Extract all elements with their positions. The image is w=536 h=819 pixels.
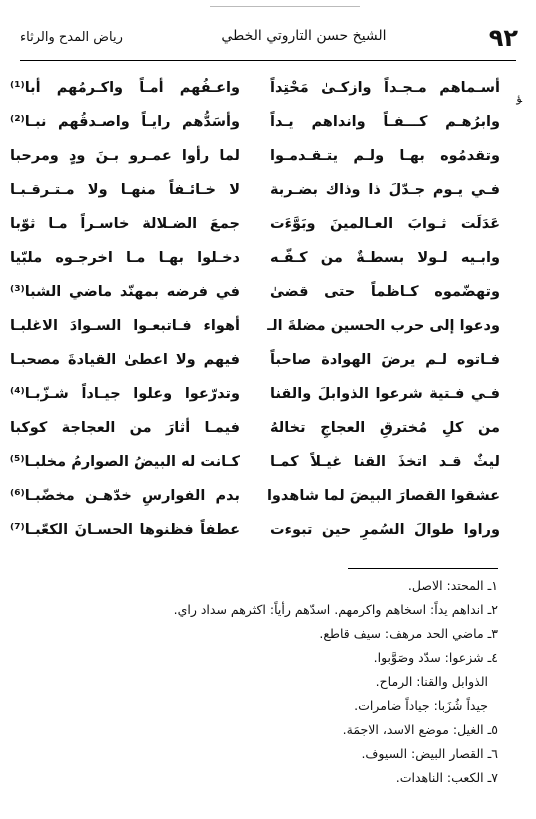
footnote-divider — [348, 568, 498, 569]
verse-row — [0, 352, 536, 386]
footnote: ٥ـ الغيل: موضع الاسد، الاجمَة. — [342, 722, 498, 737]
first-hemistich: وتقدمُوه بهـا ولـم يتـقـدمـوا — [270, 148, 500, 164]
second-hemistich: جمعَ الضـلالة خاسـراً مـا ثوّبا — [10, 216, 240, 232]
page-number: ٩٢ — [488, 24, 518, 52]
first-hemistich: ليثٌ قـد اتخذَ القنا غيـلاً كمـا — [270, 454, 500, 470]
header-divider — [20, 60, 516, 61]
verse-row — [0, 488, 536, 522]
second-hemistich: وأسَدُّهم رايـاً واصـدقُهم نبـا⁽²⁾ — [10, 114, 240, 130]
footnote: الذوابل والقنا: الرماح. — [375, 674, 488, 689]
second-hemistich: كـانت له البيضُ الصوارمُ مخلبـا⁽⁵⁾ — [9, 454, 240, 470]
first-hemistich: من كلِ مُخترقِ العجاجِ تخالهُ — [270, 420, 500, 436]
verse-row — [0, 318, 536, 352]
second-hemistich: لما رأوا عمـرو بـنَ ودٍ ومرحبا — [10, 148, 240, 164]
verse-row — [0, 182, 536, 216]
verse-row — [0, 454, 536, 488]
first-hemistich: وراوا طوالَ السُمرِ حين تبوءت — [270, 522, 500, 538]
second-hemistich: وتدرّعوا وعلوا جيـاداً شـزّبـا⁽⁴⁾ — [10, 386, 240, 402]
footnote: ٣ـ ماضي الحد مرهف: سيف قاطع. — [319, 626, 498, 641]
verse-row — [0, 148, 536, 182]
second-hemistich: بدم الفوارسِ خدّهـن مخضّبـا⁽⁶⁾ — [10, 488, 240, 504]
first-hemistich: فـاتوه لـم يرضَ الهوادة صاحباً — [270, 352, 500, 368]
verse-row — [0, 284, 536, 318]
first-hemistich: عشقوا القصارَ البيضَ لما شاهدوا — [266, 488, 500, 504]
footnote: جيداً شُزَبا: جياداً ضامرات. — [354, 698, 488, 713]
first-hemistich: أسـماهم مـجـداً وازكـىٰ مَحْتِداً — [270, 80, 500, 96]
first-hemistich: فـي يـوم جـدّلَ ذا وذاك بضـربة — [270, 182, 500, 198]
running-title: الشيخ حسن التاروتي الخطي — [221, 28, 387, 44]
second-hemistich: واعـفُهم أمـاً واكـرمُهم أبا⁽¹⁾ — [10, 80, 240, 96]
second-hemistich: لا خـائـفاً منهـا ولا مـتـرقـبـا — [10, 182, 240, 198]
verse-row — [0, 386, 536, 420]
second-hemistich: أهواء فـاتبعـوا السـوادَ الاغلبـا — [10, 318, 240, 334]
second-hemistich: دخـلوا بهـا مـا اخرجـوه ملبّيا — [10, 250, 240, 266]
ornament-mark: ﺆ — [516, 92, 522, 105]
section-title: رياض المدح والرثاء — [20, 30, 123, 45]
footnote: ٤ـ شزعوا: سدّد وصَوَّبوا. — [373, 650, 498, 665]
page-header — [14, 10, 522, 60]
first-hemistich: فـي فـتية شرعوا الذوابلَ والقنا — [270, 386, 500, 402]
verse-row — [0, 216, 536, 250]
first-hemistich: عَدَلَت ثـوابَ العـالمينَ وبَوَّءَت — [270, 216, 500, 232]
footnote: ١ـ المحتد: الاصل. — [407, 578, 498, 593]
verse-row — [0, 114, 536, 148]
second-hemistich: فيمـا أثارَ من العجاجة كوكبا — [10, 420, 240, 436]
second-hemistich: فيهم ولا اعطىٰ القيادةَ مصحبـا — [10, 352, 240, 368]
first-hemistich: وابرُهـم كـــفـاً وانداهم يـداً — [270, 114, 500, 130]
second-hemistich: في فرضه بمهنّد ماضي الشبا⁽³⁾ — [10, 284, 240, 300]
first-hemistich: وتهضّموه كـاظماً حتى قضىٰ — [270, 284, 500, 300]
verse-row — [0, 250, 536, 284]
verse-row — [0, 522, 536, 556]
second-hemistich: عطفاً فظنوها الحسـانَ الكعّبـا⁽⁷⁾ — [10, 522, 240, 538]
top-decorative-rule — [210, 6, 360, 7]
verse-row — [0, 420, 536, 454]
verse-row — [0, 80, 536, 114]
footnote: ٢ـ انداهم يداً: اسخاهم واكرمهم. اسدّهم رأياً: اكثرهم سداد راي. — [173, 602, 498, 617]
first-hemistich: وابـيه لـولا بسطـةٌ من كـفّـه — [270, 250, 500, 266]
footnote: ٦ـ القصار البيض: السيوف. — [361, 746, 498, 761]
first-hemistich: ودعوا إلى حرب الحسين مضلةَ الـ — [267, 318, 500, 334]
footnote: ٧ـ الكعب: الناهدات. — [395, 770, 498, 785]
